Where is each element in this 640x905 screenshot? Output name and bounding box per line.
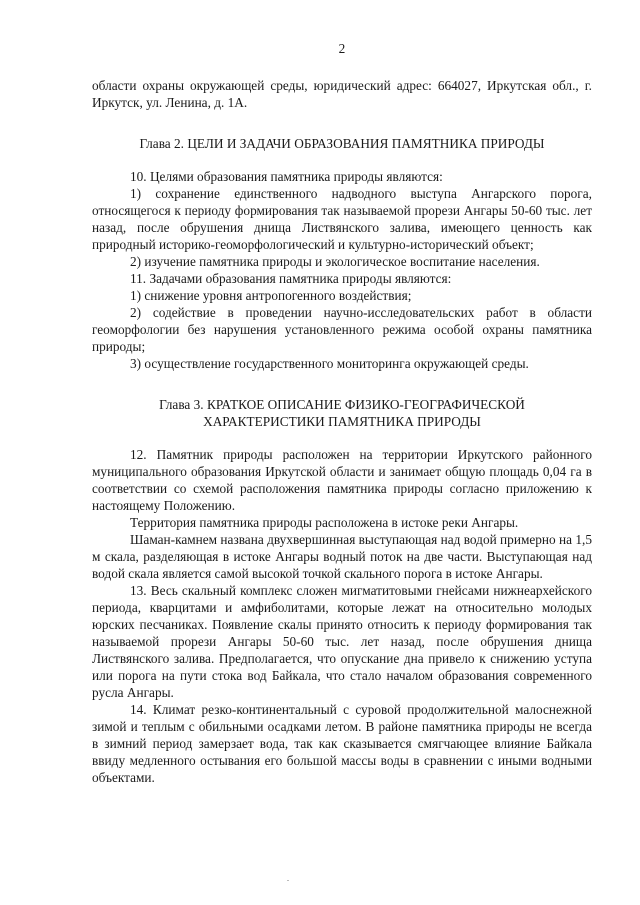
intro-paragraph: области охраны окружающей среды, юридический адрес: 664027, Иркутская обл., г. Иркутск, ул. Ленина, д. 1А. [92, 78, 592, 110]
ch3-paragraph-12: 12. Памятник природы расположен на территории Иркутского районного муниципального образования Иркутской области и занимает общую площадь 0,04 га в соответствии со схемой расположения памятника природы согласно приложению к настоящему Положению. [92, 447, 592, 513]
ch2-paragraph-11-2: 2) содействие в проведении научно-исследовательских работ в области геоморфологии без нарушения установленного режима особой охраны памятника природы; [92, 305, 592, 354]
ch2-paragraph-11: 11. Задачами образования памятника природы являются: [130, 271, 452, 286]
ch3-paragraph-shaman-stone: Шаман-камнем названа двухвершинная выступающая над водой примерно на 1,5 м скала, разделяющая в истоке Ангары водный поток на две части. Выступающая над водой скала является самой высокой точкой скального порога в истоке Ангары. [92, 532, 592, 581]
chapter-3-title-line-1: Глава 3. КРАТКОЕ ОПИСАНИЕ ФИЗИКО-ГЕОГРАФИЧЕСКОЙ [159, 397, 525, 412]
ch3-paragraph-territory: Территория памятника природы расположена в истоке реки Ангары. [130, 515, 519, 530]
ch2-paragraph-10-1: 1) сохранение единственного надводного выступа Ангарского порога, относящегося к периоду формирования так называемой прорези Ангары 50-60 тыс. лет назад, после обрушения днища Листвянского залива, имеющего ценность как природный историко-геоморфологический и культурно-исторический объект; [92, 186, 592, 252]
chapter-3-title-line-2: ХАРАКТЕРИСТИКИ ПАМЯТНИКА ПРИРОДЫ [203, 414, 481, 429]
ch2-paragraph-10-2: 2) изучение памятника природы и экологическое воспитание населения. [130, 254, 540, 269]
page-number: 2 [338, 41, 346, 56]
ch3-paragraph-14: 14. Климат резко-континентальный с суровой продолжительной малоснежной зимой и теплым с обильными осадками летом. В районе памятника природы не всегда в зимний период замерзает вода, так как сказывается смягчающее влияние Байкала ввиду медленного остывания его большой массы воды в сравнении с иными водными объектами. [92, 702, 592, 785]
document-page [92, 40, 592, 786]
chapter-3-title [92, 396, 592, 430]
ch2-paragraph-11-3: 3) осуществление государственного мониторинга окружающей среды. [130, 356, 529, 371]
chapter-2-title: Глава 2. ЦЕЛИ И ЗАДАЧИ ОБРАЗОВАНИЯ ПАМЯТНИКА ПРИРОДЫ [139, 136, 545, 151]
ch2-paragraph-10: 10. Целями образования памятника природы являются: [130, 169, 443, 184]
scan-speck [287, 880, 289, 881]
ch3-paragraph-13: 13. Весь скальный комплекс сложен мигматитовыми гнейсами нижнеархейского периода, кварцитами и амфиболитами, которые лежат на относительно молодых юрских песчаниках. Появление скалы принято относить к периоду формирования так называемой прорези Ангары 50-60 тыс. лет назад, после обрушения днища Листвянского залива. Предполагается, что опускание дна привело к снижению уступа или порога на пути стока вод Байкала, что стало началом образования современного русла Ангары. [92, 583, 592, 700]
ch2-paragraph-11-1: 1) снижение уровня антропогенного воздействия; [130, 288, 412, 303]
